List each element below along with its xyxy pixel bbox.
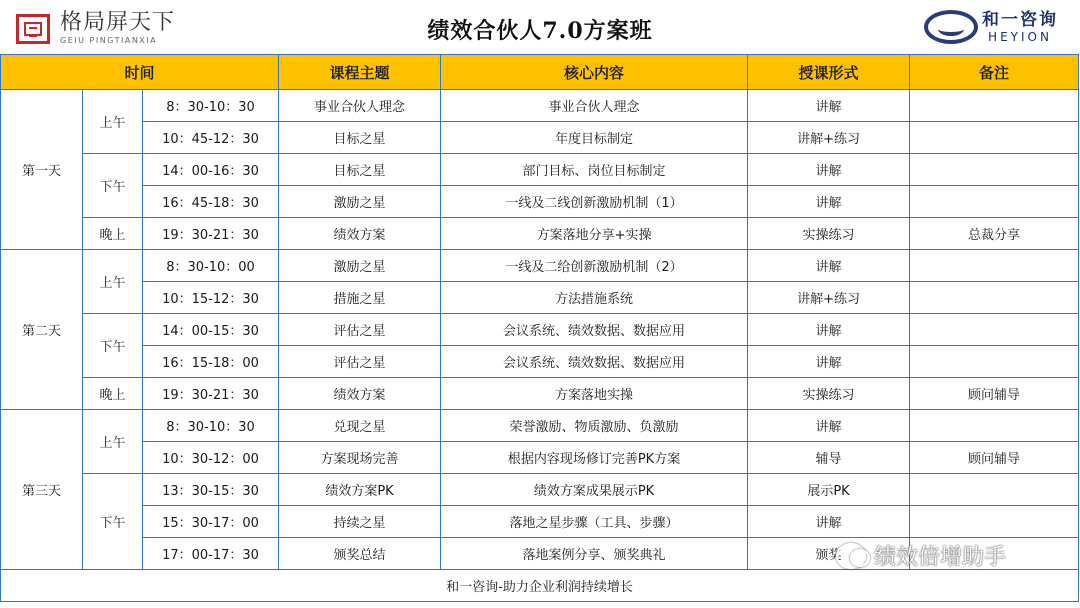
content-cell: 荣誉激励、物质激励、负激励 — [441, 410, 748, 442]
notes-cell — [910, 314, 1079, 346]
column-header-notes: 备注 — [910, 55, 1079, 90]
notes-cell: 顾问辅导 — [910, 378, 1079, 410]
schedule-table — [0, 54, 1079, 602]
table-row — [1, 186, 1079, 218]
topic-cell: 持续之星 — [279, 506, 441, 538]
logo-right-name: 和一咨询 — [982, 9, 1058, 30]
table-row — [1, 122, 1079, 154]
time-cell: 10：15-12：30 — [143, 282, 279, 314]
schedule-body — [1, 90, 1079, 602]
content-cell: 一线及二线创新激励机制（1） — [441, 186, 748, 218]
format-cell: 实操练习 — [748, 218, 910, 250]
period-label: 下午 — [83, 474, 143, 570]
notes-cell — [910, 506, 1079, 538]
notes-cell — [910, 282, 1079, 314]
logo-left-name: 格局屏天下 — [60, 10, 176, 35]
notes-cell: 总裁分享 — [910, 218, 1079, 250]
content-cell: 绩效方案成果展示PK — [441, 474, 748, 506]
time-cell: 16：15-18：00 — [143, 346, 279, 378]
format-cell: 讲解 — [748, 250, 910, 282]
page-title: 绩效合伙人7.0方案班 — [427, 18, 653, 44]
heyion-mark-icon — [924, 10, 978, 44]
format-cell: 讲解 — [748, 410, 910, 442]
table-row — [1, 250, 1079, 282]
table-row — [1, 346, 1079, 378]
content-cell: 事业合伙人理念 — [441, 90, 748, 122]
period-label: 上午 — [83, 90, 143, 154]
table-row — [1, 442, 1079, 474]
topic-cell: 绩效方案PK — [279, 474, 441, 506]
notes-cell — [910, 186, 1079, 218]
content-cell: 根据内容现场修订完善PK方案 — [441, 442, 748, 474]
content-cell: 年度目标制定 — [441, 122, 748, 154]
notes-cell — [910, 346, 1079, 378]
notes-cell — [910, 410, 1079, 442]
column-header-format: 授课形式 — [748, 55, 910, 90]
footer-row — [1, 570, 1079, 602]
content-cell: 方案落地实操 — [441, 378, 748, 410]
period-label: 上午 — [83, 250, 143, 314]
period-label: 晚上 — [83, 378, 143, 410]
notes-cell: 顾问辅导 — [910, 442, 1079, 474]
column-header-time: 时间 — [1, 55, 279, 90]
content-cell: 会议系统、绩效数据、数据应用 — [441, 314, 748, 346]
content-cell: 方法措施系统 — [441, 282, 748, 314]
topic-cell: 事业合伙人理念 — [279, 90, 441, 122]
content-cell: 会议系统、绩效数据、数据应用 — [441, 346, 748, 378]
logo-right-subtitle: HEYION — [988, 29, 1052, 44]
topic-cell: 目标之星 — [279, 122, 441, 154]
table-row — [1, 474, 1079, 506]
format-cell: 讲解 — [748, 506, 910, 538]
topic-cell: 激励之星 — [279, 250, 441, 282]
content-cell: 落地之星步骤（工具、步骤） — [441, 506, 748, 538]
logo-left-subtitle: GEIU PINGTIANXIA — [60, 36, 158, 45]
day-label: 第一天 — [1, 90, 83, 250]
topic-cell: 目标之星 — [279, 154, 441, 186]
column-header-content: 核心内容 — [441, 55, 748, 90]
topic-cell: 评估之星 — [279, 346, 441, 378]
table-row — [1, 314, 1079, 346]
format-cell: 辅导 — [748, 442, 910, 474]
table-row — [1, 410, 1079, 442]
notes-cell — [910, 250, 1079, 282]
format-cell: 讲解 — [748, 346, 910, 378]
notes-cell — [910, 90, 1079, 122]
time-cell: 10：30-12：00 — [143, 442, 279, 474]
footer-slogan: 和一咨询-助力企业利润持续增长 — [1, 570, 1079, 602]
topic-cell: 兑现之星 — [279, 410, 441, 442]
topic-cell: 绩效方案 — [279, 378, 441, 410]
time-cell: 8：30-10：30 — [143, 410, 279, 442]
wechat-icon — [836, 543, 866, 569]
format-cell: 讲解+练习 — [748, 282, 910, 314]
logo-heyion — [924, 10, 1058, 44]
table-header-row — [1, 55, 1079, 90]
content-cell: 落地案例分享、颁奖典礼 — [441, 538, 748, 570]
table-row — [1, 282, 1079, 314]
time-cell: 14：00-16：30 — [143, 154, 279, 186]
table-row — [1, 218, 1079, 250]
time-cell: 19：30-21：30 — [143, 378, 279, 410]
day-label: 第二天 — [1, 250, 83, 410]
table-row — [1, 378, 1079, 410]
column-header-topic: 课程主题 — [279, 55, 441, 90]
table-row — [1, 154, 1079, 186]
table-row — [1, 90, 1079, 122]
topic-cell: 绩效方案 — [279, 218, 441, 250]
notes-cell — [910, 474, 1079, 506]
page-header — [0, 0, 1080, 54]
topic-cell: 激励之星 — [279, 186, 441, 218]
time-cell: 15：30-17：00 — [143, 506, 279, 538]
format-cell: 讲解 — [748, 90, 910, 122]
time-cell: 16：45-18：30 — [143, 186, 279, 218]
content-cell: 方案落地分享+实操 — [441, 218, 748, 250]
notes-cell — [910, 122, 1079, 154]
format-cell: 讲解 — [748, 186, 910, 218]
format-cell: 展示PK — [748, 474, 910, 506]
content-cell: 部门目标、岗位目标制定 — [441, 154, 748, 186]
time-cell: 13：30-15：30 — [143, 474, 279, 506]
time-cell: 8：30-10：30 — [143, 90, 279, 122]
time-cell: 19：30-21：30 — [143, 218, 279, 250]
topic-cell: 方案现场完善 — [279, 442, 441, 474]
format-cell: 讲解+练习 — [748, 122, 910, 154]
notes-cell — [910, 154, 1079, 186]
format-cell: 颁奖 — [748, 538, 910, 570]
format-cell: 讲解 — [748, 314, 910, 346]
format-cell: 讲解 — [748, 154, 910, 186]
topic-cell: 评估之星 — [279, 314, 441, 346]
table-row — [1, 506, 1079, 538]
content-cell: 一线及二给创新激励机制（2） — [441, 250, 748, 282]
period-label: 上午 — [83, 410, 143, 474]
period-label: 下午 — [83, 154, 143, 218]
watermark-text: 绩效倍增助手 — [874, 545, 1007, 570]
topic-cell: 措施之星 — [279, 282, 441, 314]
watermark — [836, 540, 1006, 571]
period-label: 下午 — [83, 314, 143, 378]
time-cell: 10：45-12：30 — [143, 122, 279, 154]
time-cell: 8：30-10：00 — [143, 250, 279, 282]
time-cell: 17：00-17：30 — [143, 538, 279, 570]
time-cell: 14：00-15：30 — [143, 314, 279, 346]
period-label: 晚上 — [83, 218, 143, 250]
day-label: 第三天 — [1, 410, 83, 570]
format-cell: 实操练习 — [748, 378, 910, 410]
topic-cell: 颁奖总结 — [279, 538, 441, 570]
